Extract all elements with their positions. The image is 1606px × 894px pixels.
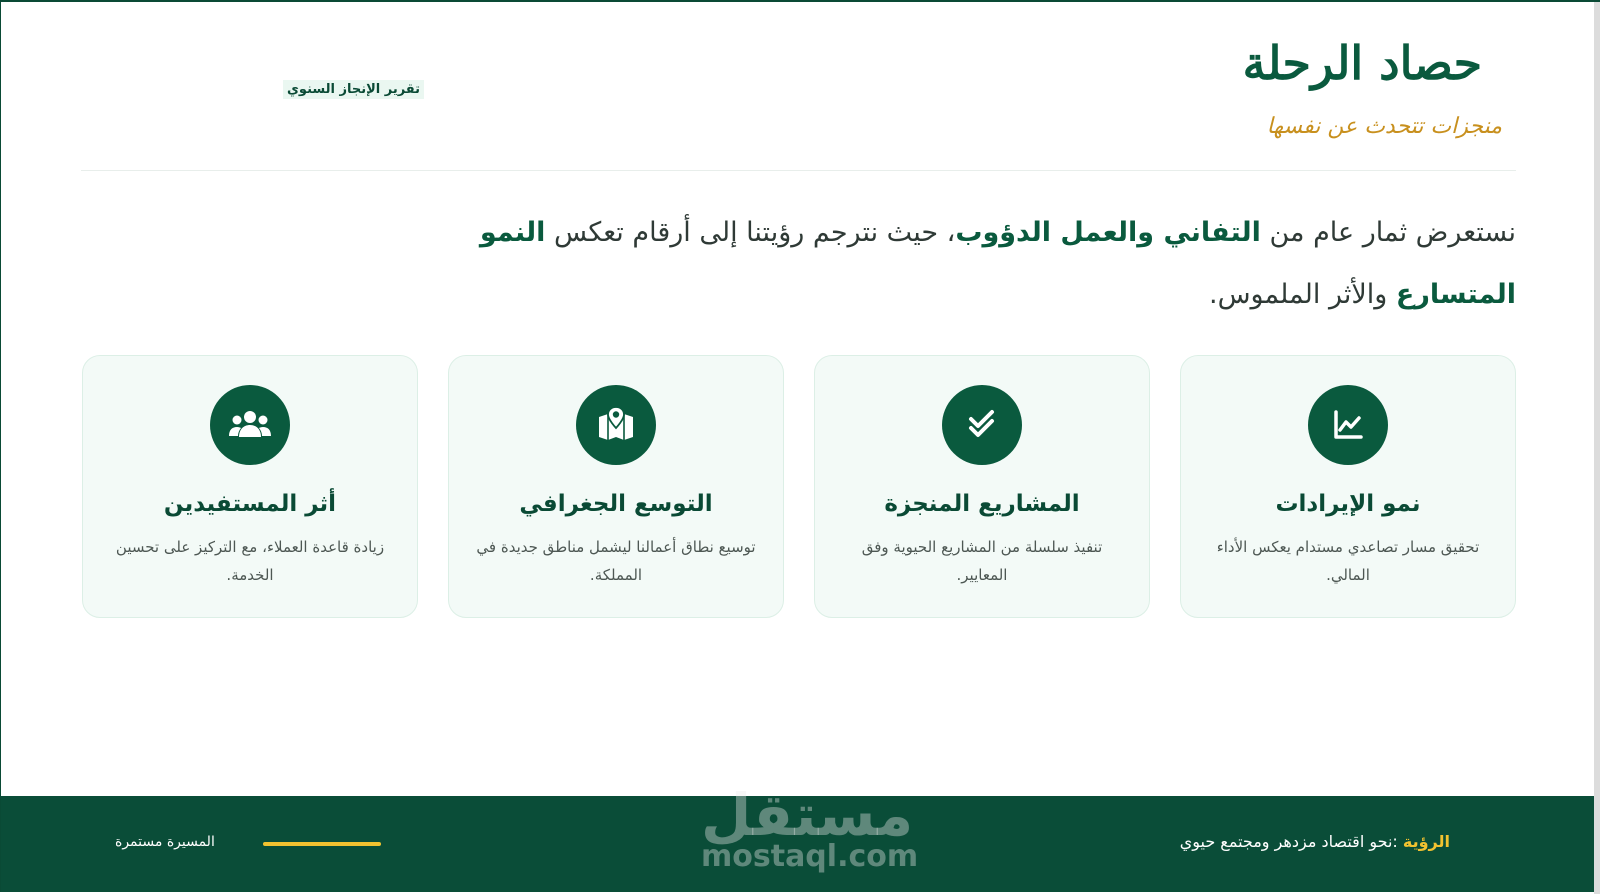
footer-bar: [1, 781, 1594, 892]
users-icon: [210, 385, 290, 465]
vision-text: :نحو اقتصاد مزدهر ومجتمع حيوي: [1179, 832, 1403, 851]
intro-text-2: ، حيث نترجم رؤيتنا إلى أرقام تعكس: [545, 217, 956, 248]
vision-label: الرؤية: [1402, 832, 1450, 851]
page-subtitle: منجزات تتحدث عن نفسها: [1266, 114, 1502, 139]
intro-paragraph: [436, 202, 1516, 326]
card-description: زيادة قاعدة العملاء، مع التركيز على تحسين الخدمة.: [115, 537, 385, 584]
intro-text-1: نستعرض ثمار عام من: [1260, 217, 1516, 248]
card-beneficiaries-impact: [82, 355, 418, 618]
header-divider: [81, 170, 1516, 171]
watermark-arabic: مستقل: [701, 781, 914, 849]
card-title: أثر المستفيدين: [163, 491, 337, 517]
card-title: التوسع الجغرافي: [519, 491, 713, 517]
footer-accent-line: [263, 842, 381, 846]
intro-highlight-2: النمو المتسارع: [479, 217, 1516, 310]
card-completed-projects: [814, 355, 1150, 618]
report-badge: تقرير الإنجاز السنوي: [283, 80, 424, 99]
chart-line-icon: [1308, 385, 1388, 465]
double-check-icon: [942, 385, 1022, 465]
card-title: نمو الإيرادات: [1275, 491, 1421, 517]
card-description: تنفيذ سلسلة من المشاريع الحيوية وفق المعايير.: [861, 537, 1103, 584]
journey-text: المسيرة مستمرة: [115, 834, 215, 850]
intro-text-3: والأثر الملموس.: [1208, 279, 1396, 310]
watermark-logo: [701, 781, 919, 874]
card-description: تحقيق مسار تصاعدي مستدام يعكس الأداء المالي.: [1216, 537, 1480, 584]
vision-statement: [1180, 832, 1450, 851]
card-revenue-growth: [1180, 355, 1516, 618]
page-title: حصاد الرحلة: [1242, 36, 1482, 90]
scrollbar-track: [1594, 2, 1600, 894]
card-title: المشاريع المنجزة: [884, 491, 1080, 517]
watermark-latin: mostaql.com: [701, 839, 919, 874]
card-description: توسيع نطاق أعمالنا ليشمل مناطق جديدة في المملكة.: [476, 537, 756, 584]
card-geographic-expansion: [448, 355, 784, 618]
map-pin-icon: [576, 385, 656, 465]
intro-highlight-1: التفاني والعمل الدؤوب: [955, 217, 1261, 248]
achievement-cards: [82, 355, 1516, 618]
